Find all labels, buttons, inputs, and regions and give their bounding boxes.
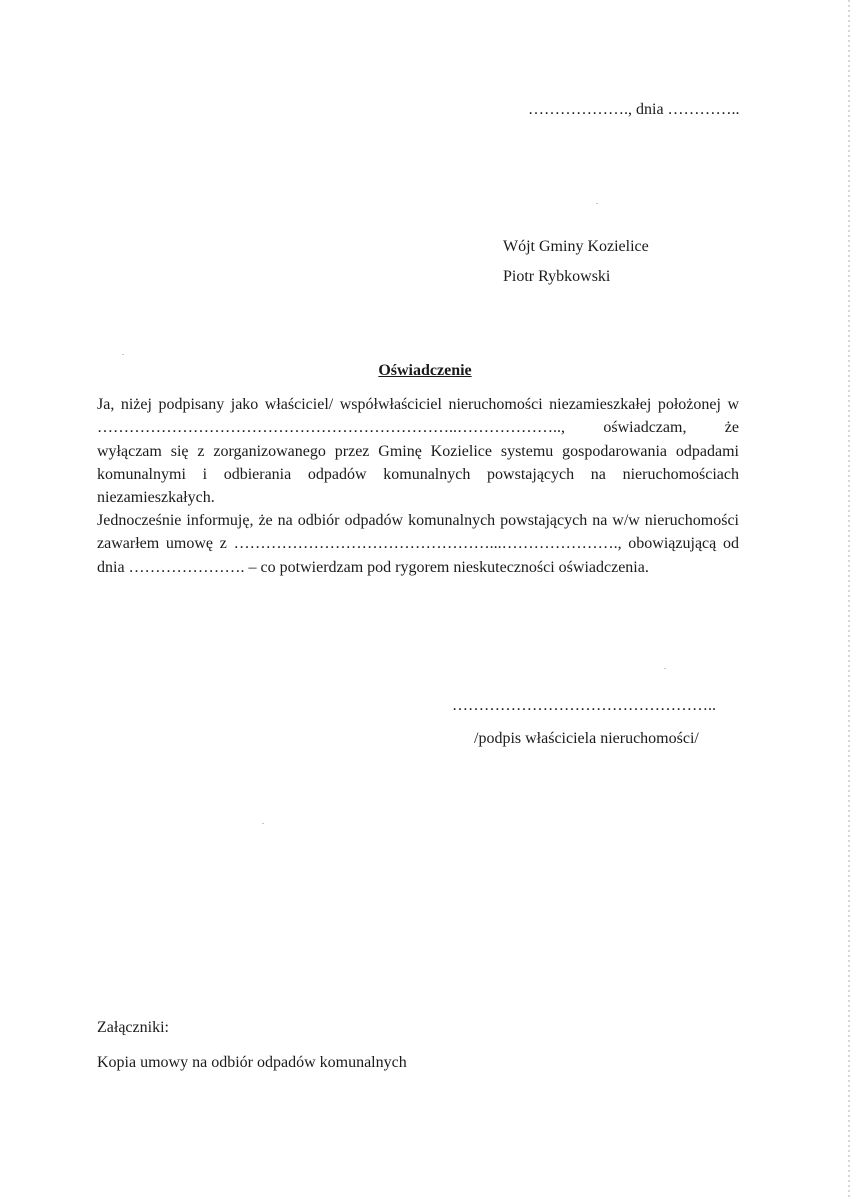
document-title: Oświadczenie — [378, 362, 472, 379]
scan-speck — [122, 354, 124, 355]
declaration-paragraph-2: Jednocześnie informuję, że na odbiór odpadów komunalnych powstających na w/w nieruchomości zawarłem umowę z …………………………………………...…………………., obowiązującą od dnia …………………. – co potwierdzam pod rygorem nieskuteczności oświadczenia. — [97, 512, 739, 576]
signature-line: ………………………………………….. — [452, 697, 716, 714]
recipient-name: Piotr Rybkowski — [503, 268, 611, 285]
declaration-paragraph-1: Ja, niżej podpisany jako właściciel/ współwłaściciel nieruchomości niezamieszkałej położonej w …………………………………………………………..……………….., oświadczam, że wyłączam się z zorganizowanego przez Gminę Kozielice systemu gospodarowania odpadami komunalnymi i odbierania odpadów komunalnych powstających na nieruchomościach niezamieszkałych. — [97, 396, 739, 507]
recipient-block — [503, 232, 649, 292]
signature-caption: /podpis właściciela nieruchomości/ — [474, 730, 699, 747]
attachments-heading: Załączniki: — [97, 1019, 169, 1036]
scan-speck — [664, 668, 666, 669]
recipient-title: Wójt Gminy Kozielice — [503, 238, 649, 255]
scan-speck — [596, 203, 598, 204]
attachment-item: Kopia umowy na odbiór odpadów komunalnych — [97, 1054, 407, 1071]
date-place-line: ………………., dnia ………….. — [528, 101, 740, 118]
scan-speck — [262, 823, 264, 824]
